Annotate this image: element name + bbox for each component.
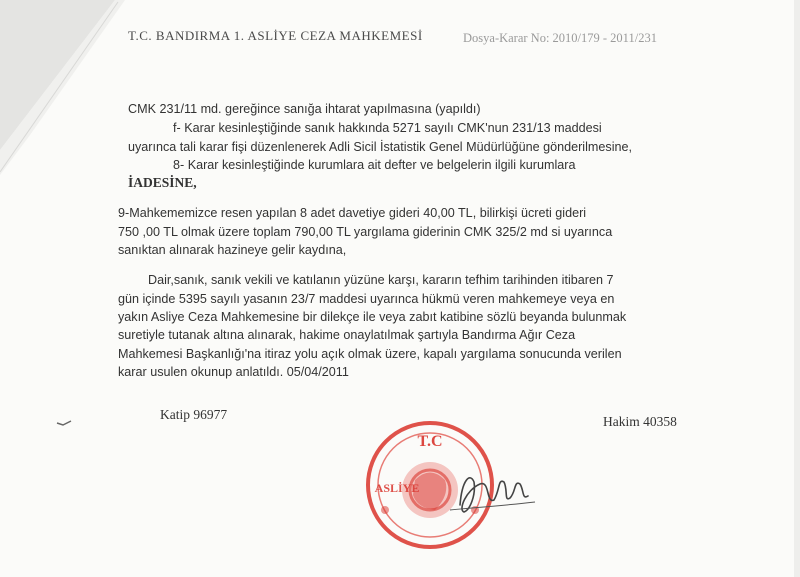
decision-text [118,100,728,381]
text-line: gün içinde 5395 sayılı yasanın 23/7 maddesi uyarınca hükmü veren mahkemeye veya en [118,291,615,306]
text-line: f- Karar kesinleştiğinde sanık hakkında 5271 sayılı CMK'nun 231/13 maddesi [173,121,602,136]
stamp-middle-text: ASLİYE [374,481,420,495]
text-line: 750 ,00 TL olmak üzere toplam 790,00 TL yargılama giderinin CMK 325/2 md si uyarınca [118,224,613,239]
text-line: sanıktan alınarak hazineye gelir kaydına, [118,243,347,258]
text-line: Dair,sanık, sanık vekili ve katılanın yüzüne karşı, kararın tefhim tarihinden itibaren 7 [148,273,614,288]
text-line: CMK 231/11 md. gereğince sanığa ihtarat yapılmasına (yapıldı) [128,102,481,116]
handwritten-signature [440,460,550,520]
text-line: İADESİNE, [128,175,197,191]
ink-mark [55,415,75,427]
text-line: 9-Mahkememizce resen yapılan 8 adet davetiye gideri 40,00 TL, bilirkişi ücreti gideri [118,206,587,221]
text-line: 8- Karar kesinleştiğinde kurumlara ait defter ve belgelerin ilgili kurumlara [173,157,576,172]
file-number: Dosya-Karar No: 2010/179 - 2011/231 [463,31,657,45]
clerk-signature-label: Katip 96977 [160,407,228,422]
text-line: uyarınca tali karar fişi düzenlenerek Adli Sicil İstatistik Genel Müdürlüğüne gönderilmesine, [128,139,633,154]
text-line: yakın Asliye Ceza Mahkemesine bir dilekçe ile veya zabıt katibine sözlü beyanda bulunmak [118,309,627,324]
judge-signature-label: Hakim 40358 [603,414,677,429]
court-header: T.C. BANDIRMA 1. ASLİYE CEZA MAHKEMESİ [128,28,423,43]
text-line: karar usulen okunup anlatıldı. 05/04/2011 [118,364,349,379]
text-line: suretiyle tutanak altına alınarak, hakime onaylatılmak şartıyla Bandırma Ağır Ceza [118,328,576,343]
text-line: Mahkemesi Başkanlığı'na itiraz yolu açık olmak üzere, kapalı yargılama sonucunda verilen [118,346,622,361]
stamp-top-text: T.C [417,433,443,450]
